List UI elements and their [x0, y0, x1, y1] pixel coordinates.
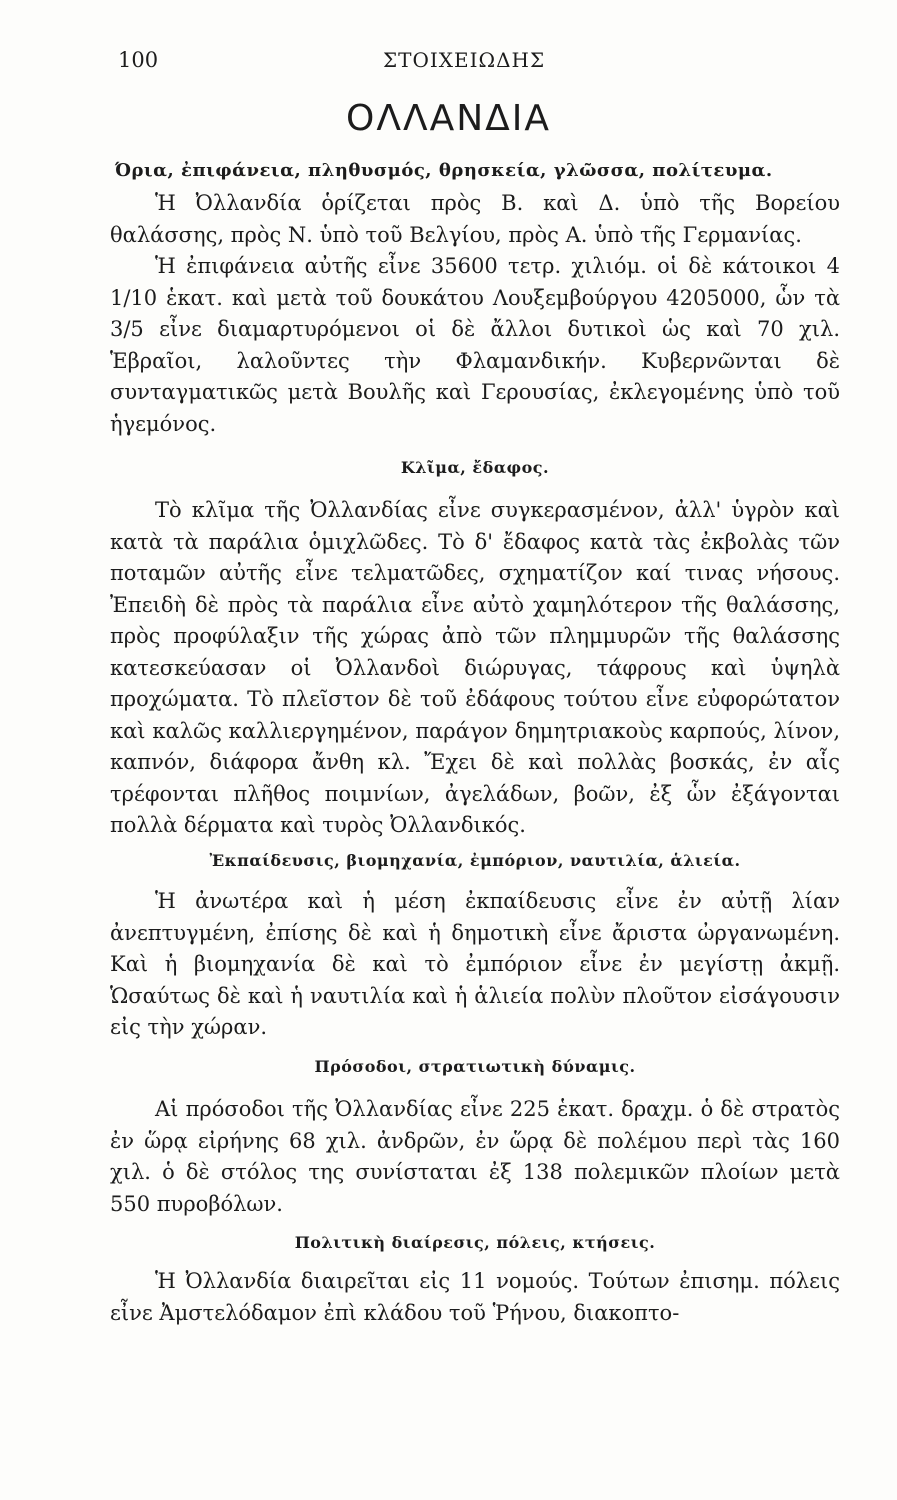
running-title: ΣΤΟΙΧΕΙΩΔΗΣ: [383, 48, 546, 72]
section-education-body: [110, 886, 840, 1044]
page-number: 100: [118, 48, 159, 72]
page-header: [118, 44, 838, 78]
paragraph-revenue: Αἱ πρόσοδοι τῆς Ὀλλανδίας εἶνε 225 ἑκατ. δραχμ. ὁ δὲ στρατὸς ἐν ὥρᾳ εἰρήνης 68 χιλ. ἀνδρῶν, ἐν ὥρᾳ δὲ πολέμου περὶ τὰς 160 χιλ. ὁ δὲ στόλος της συνίσταται ἐξ 138 πολεμικῶν πλοίων μετὰ 550 πυροβόλων.: [110, 1097, 840, 1216]
section-subhead-politics: Πολιτικὴ διαίρεσις, πόλεις, κτήσεις.: [294, 1233, 656, 1252]
section-subhead-borders: Όρια, ἐπιφάνεια, πληθυσμός, θρησκεία, γλῶσσα, πολίτευμα.: [115, 160, 773, 181]
section-subhead-revenue: Πρόσοδοι, στρατιωτικὴ δύναμις.: [314, 1057, 636, 1076]
paragraph-borders: Ἡ Ὀλλανδία ὁρίζεται πρὸς Β. καὶ Δ. ὑπὸ τῆς Βορείου θαλάσσης, πρὸς Ν. ὑπὸ τοῦ Βελγίου, πρὸς Α. ὑπὸ τῆς Γερμανίας.: [110, 191, 840, 247]
paragraph-climate: Τὸ κλῖμα τῆς Ὀλλανδίας εἶνε συγκερασμένον, ἀλλ' ὑγρὸν καὶ κατὰ τὰ παράλια ὁμιχλῶδες. Τὸ δ' ἔδαφος κατὰ τὰς ἐκβολὰς τῶν ποταμῶν αὐτῆς εἶνε τελματῶδες, σχηματίζον καί τινας νήσους. Ἐπειδὴ δὲ πρὸς τὰ παράλια εἶνε αὐτὸ χαμηλότερον τῆς θαλάσσης, πρὸς προφύλαξιν τῆς χώρας ἀπὸ τῶν πλημμυρῶν τῆς θαλάσσης κατεσκεύασαν οἱ Ὀλλανδοὶ διώρυγας, τάφρους καὶ ὑψηλὰ προχώματα. Τὸ πλεῖστον δὲ τοῦ ἐδάφους τούτου εἶνε εὐφορώτατον καὶ καλῶς καλλιεργημένον, παράγον δημητριακοὺς καρπούς, λίνον, καπνόν, διάφορα ἄνθη κλ. Ἔχει δὲ καὶ πολλὰς βοσκάς, ἐν αἷς τρέφονται πλῆθος ποιμνίων, ἀγελάδων, βοῶν, ἐξ ὧν ἐξάγονται πολλὰ δέρματα καὶ τυρὸς Ὀλλανδικός.: [110, 498, 840, 837]
section-revenue-body: [110, 1094, 840, 1220]
paragraph-population: Ἡ ἐπιφάνεια αὐτῆς εἶνε 35600 τετρ. χιλιόμ. οἱ δὲ κάτοικοι 4 1/10 ἑκατ. καὶ μετὰ τοῦ δουκάτου Λουξεμβούργου 4205000, ὧν τὰ 3/5 εἶνε διαμαρτυρόμενοι οἱ δὲ ἄλλοι δυτικοὶ ὡς καὶ 70 χιλ. Ἑβραῖοι, λαλοῦντες τὴν Φλαμανδικήν. Κυβερνῶνται δὲ συνταγματικῶς μετὰ Βουλῆς καὶ Γερουσίας, ἐκλεγομένης ὑπὸ τοῦ ἡγεμόνος.: [110, 254, 840, 436]
chapter-title: ΟΛΛΑΝΔΙΑ: [345, 98, 552, 139]
paragraph-politics: Ἡ Ὀλλανδία διαιρεῖται εἰς 11 νομούς. Τούτων ἐπισημ. πόλεις εἶνε Ἀμστελόδαμον ἐπὶ κλάδου τοῦ Ῥήνου, διακοπτο-: [110, 1269, 840, 1325]
section-subhead-education: Ἐκπαίδευσις, βιομηχανία, ἐμπόριον, ναυτιλία, ἁλιεία.: [209, 851, 741, 870]
section-borders-body: [110, 188, 840, 440]
section-politics-body: [110, 1266, 840, 1329]
paragraph-education: Ἡ ἀνωτέρα καὶ ἡ μέση ἐκπαίδευσις εἶνε ἐν αὐτῇ λίαν ἀνεπτυγμένη, ἐπίσης δὲ καὶ ἡ δημοτικὴ εἶνε ἄριστα ὠργανωμένη. Καὶ ἡ βιομηχανία δὲ καὶ τὸ ἐμπόριον εἶνε ἐν μεγίστῃ ἀκμῇ. Ὡσαύτως δὲ καὶ ἡ ναυτιλία καὶ ἡ ἁλιεία πολὺν πλοῦτον εἰσάγουσιν εἰς τὴν χώραν.: [110, 889, 840, 1039]
section-climate-body: [110, 495, 840, 842]
section-subhead-climate: Κλῖμα, ἔδαφος.: [400, 458, 550, 477]
